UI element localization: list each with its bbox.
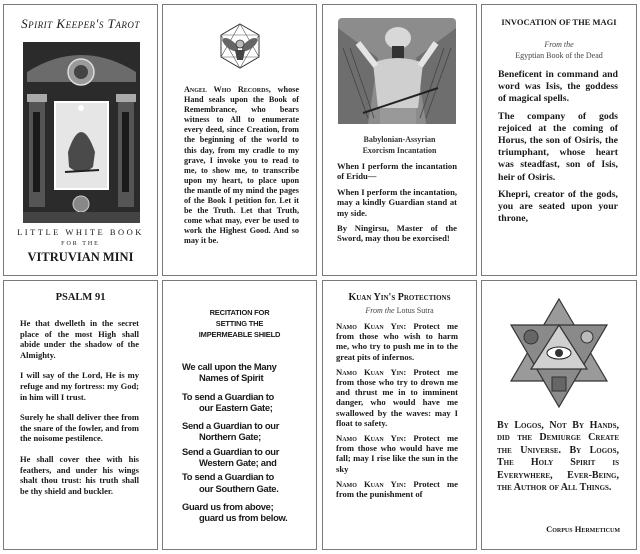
kuanyin-lead: Namo Kuan Yin: [336,321,407,331]
card-impermeable-shield [162,280,317,550]
line: Guard us from above; [182,500,274,512]
stanza [182,361,310,384]
shield-title [163,307,316,340]
winged-deity-relief-image [338,18,456,124]
paragraph: He that dwelleth in the secret place of the most High shall abide under the shadow of the Almighty. [20,318,139,360]
shield-title-line-1: RECITATION FOR [209,308,270,317]
magi-title: INVOCATION OF THE MAGI [501,17,617,27]
line: guard us from below. [199,512,288,524]
card-invocation-of-the-magi [481,4,637,276]
line: To send a Guardian to [182,390,274,402]
card-cover [3,4,158,276]
card-babylonian-incantation [322,4,477,276]
paragraph: Beneficent in command and word was Isis, the goddess of magical spells. [498,69,618,105]
stanza [182,391,310,414]
caption-line-2: Exorcism Incantation [362,146,437,155]
hermeticum-quote: By Logos, Not By Hands, did the Demiurge Create the Universe. By Logos, The Holy Spirit is Everywhere, Ever-Being, the Author of All Things. [497,420,619,494]
magi-from: From the [544,40,574,49]
cover-subtitle: LITTLE WHITE BOOK [17,227,144,237]
shield-title-line-3: IMPERMEABLE SHIELD [198,330,281,339]
line: Send a Guardian to our [182,420,280,432]
paragraph: By Ningirsu, Master of the Sword, may thou be exorcised! [337,223,457,244]
paragraph [336,433,458,474]
paragraph: He shall cover thee with his feathers, and under his wings shalt thou trust: his truth shall be thy shield and buckler. [20,453,139,496]
stanza [182,471,310,494]
card-psalm-91 [3,280,158,550]
paragraph-body: Protect me from the punishment of [336,478,458,500]
kuanyin-lead: Namo Kuan Yin: [336,433,407,444]
line: our Southern Gate. [199,482,279,494]
hexagram-all-seeing-eye-icon [507,297,611,409]
line: Western Gate; and [199,457,277,469]
stanza [182,446,310,469]
caption-line-1: Babylonian-Assyrian [363,135,436,144]
cover-title: Spirit Keeper's Tarot [21,16,140,31]
card-angel-who-records [162,4,317,276]
paragraph: When I perform the incantation, may a kindly Guardian stand at my side. [337,186,457,218]
paragraph [336,321,458,362]
line: our Eastern Gate; [199,401,273,413]
paragraph [336,367,458,428]
card-corpus-hermeticum [481,280,637,550]
cover-edition: VITRUVIAN MINI [27,250,134,264]
paragraph: The company of gods rejoiced at the coming of Horus, the son of Osiris, the triumphant, whose heart was steadfast, son of Isis, heir of Osiris. [498,110,618,183]
kuanyin-lead: Namo Kuan Yin: [336,478,407,489]
magi-text [498,69,618,230]
stanza [182,501,310,524]
paragraph: When I perform the incantation of Eridu— [337,161,457,182]
paragraph-body: Protect me from those who would have me fall; may I rise like the sun in the sky [336,433,458,474]
line: Names of Spirit [199,372,264,384]
cover-for-the: FOR THE [61,241,100,247]
line: To send a Guardian to [182,471,274,483]
shield-text [182,361,310,531]
kuanyin-lead: Namo Kuan Yin: [336,366,407,377]
angel-lead: Angel Who Records, [184,85,271,94]
paragraph [336,479,458,499]
paragraph: Khepri, creator of the gods, you are seated upon your throne, [498,188,618,225]
angel-body: whose Hand seals upon the Book of Remembrance, who bears witness to All to enumerate every deed, since Creation, from the beginning of the world to this day, from my cradle to my grave, I invoke you to read to me, to show me, to transcribe upon my heart, to place upon the mantle of my mind the pages of the Book I petition for. Let it be the Truth. Let that Truth, come what may, ever be used to work the Highest Good. And so may it be. [184,85,299,246]
magi-source: Egyptian Book of the Dead [515,51,603,60]
line: We call upon the Many [182,361,277,372]
babylonian-caption [323,134,476,156]
stanza [182,420,310,443]
paragraph-body: Protect me from those who wish to harm me, who try to push me in to the great pits of infernos. [336,321,458,362]
card-kuan-yin-protections [322,280,477,550]
psalm-text [20,318,139,506]
kuanyin-source-line [323,306,476,315]
shield-title-line-2: SETTING THE [215,319,264,328]
ornate-altar-illustration [23,42,140,223]
angel-prayer-text [184,85,299,247]
paragraph: Surely he shall deliver thee from the snare of the fowler, and from the noisome pestilence. [20,412,139,444]
line: Send a Guardian to our [182,445,280,457]
babylonian-text [337,161,457,249]
kuanyin-title: Kuan Yin's Protections [348,292,451,303]
kuanyin-text [336,321,458,504]
hermeticum-attribution: Corpus Hermeticum [546,524,620,534]
line: Northern Gate; [199,431,261,443]
psalm-title: PSALM 91 [55,292,106,303]
winged-angel-hexagon-icon [216,22,264,70]
kuanyin-source: Lotus Sutra [396,306,434,315]
kuanyin-from: From the [365,306,395,315]
paragraph: I will say of the Lord, He is my refuge and my fortress: my God; in him will I trust. [20,370,139,402]
paragraph-body: Protect me from those who try to drown me and thrust me in to imminent danger, who would have me swallowed by the waves: may I float to safety. [336,366,458,428]
